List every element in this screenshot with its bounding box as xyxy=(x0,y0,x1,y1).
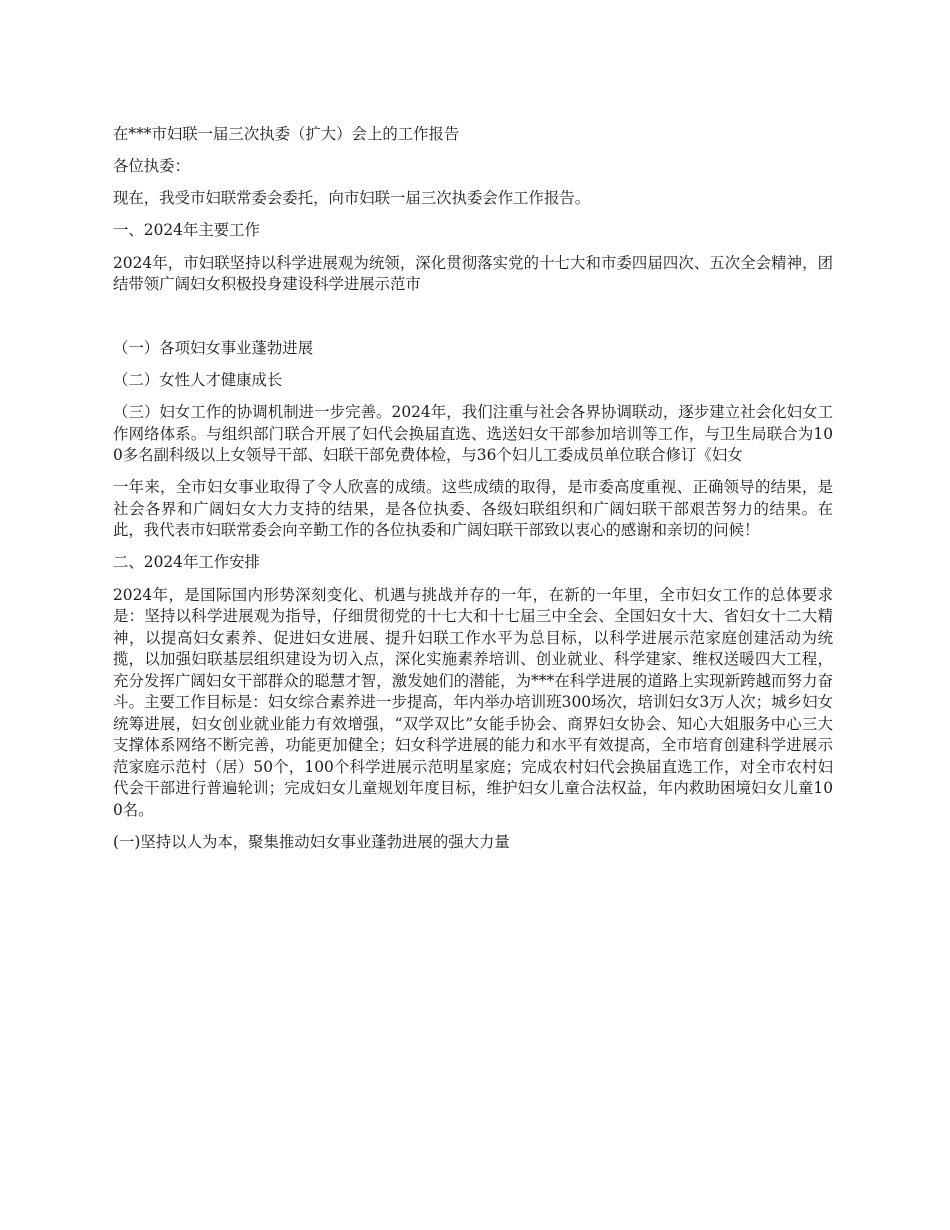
subsection-1-heading: （一）各项妇女事业蓬勃进展 xyxy=(113,339,314,357)
document-body xyxy=(113,124,833,864)
blank-space xyxy=(113,306,833,338)
section-1-paragraph: 2024年，市妇联坚持以科学进展观为统领，深化贯彻落实党的十七大和市委四届四次、五次全会精神，团结带领广阔妇女积极投身建设科学进展示范市 xyxy=(113,253,833,293)
subsection-3-paragraph: （三）妇女工作的协调机制进一步完善。2024年，我们注重与社会各界协调联动，逐步建立社会化妇女工作网络体系。与组织部门联合开展了妇代会换届直选、选送妇女干部参加培训等工作，与卫生局联合为100多名副科级以上女领导干部、妇联干部免费体检，与36个妇儿工委成员单位联合修订《妇女 xyxy=(113,403,833,464)
subsection-4-heading: (一)坚持以人为本，聚集推动妇女事业蓬勃进展的强大力量 xyxy=(113,832,510,851)
document-title: 在***市妇联一届三次执委（扩大）会上的工作报告 xyxy=(113,125,460,143)
section-2-heading: 二、2024年工作安排 xyxy=(113,553,260,571)
summary-paragraph: 一年来，全市妇女事业取得了令人欣喜的成绩。这些成绩的取得，是市委高度重视、正确领导的结果，是社会各界和广阔妇女大力支持的结果，是各位执委、各级妇联组织和广阔妇联干部艰苦努力的结果。在此，我代表市妇联常委会向辛勤工作的各位执委和广阔妇联干部致以衷心的感谢和亲切的问候！ xyxy=(113,478,833,539)
subsection-2-heading: （二）女性人才健康成长 xyxy=(113,371,283,389)
section-1-heading: 一、2024年主要工作 xyxy=(113,221,260,239)
salutation: 各位执委： xyxy=(113,157,190,175)
intro-paragraph: 现在，我受市妇联常委会委托，向市妇联一届三次执委会作工作报告。 xyxy=(113,189,591,207)
section-2-paragraph: 2024年，是国际国内形势深刻变化、机遇与挑战并存的一年，在新的一年里，全市妇女工作的总体要求是：坚持以科学进展观为指导，仔细贯彻党的十七大和十七届三中全会、全国妇女十大、省妇女十二大精神，以提高妇女素养、促进妇女进展、提升妇联工作水平为总目标，以科学进展示范家庭创建活动为统揽，以加强妇联基层组织建设为切入点，深化实施素养培训、创业就业、科学建家、维权送暖四大工程，充分发挥广阔妇女干部群众的聪慧才智，激发她们的潜能，为***在科学进展的道路上实现新跨越而努力奋斗。主要工作目标是：妇女综合素养进一步提高，年内举办培训班300场次，培训妇女3万人次；城乡妇女统筹进展，妇女创业就业能力有效增强，“双学双比”女能手协会、商界妇女协会、知心大姐服务中心三大支撑体系网络不断完善，功能更加健全；妇女科学进展的能力和水平有效提高，全市培育创建科学进展示范家庭示范村（居）50个，100个科学进展示范明星家庭；完成农村妇代会换届直选工作，对全市农村妇代会干部进行普遍轮训；完成妇女儿童规划年度目标，维护妇女儿童合法权益，年内救助困境妇女儿童100名。 xyxy=(113,585,833,819)
